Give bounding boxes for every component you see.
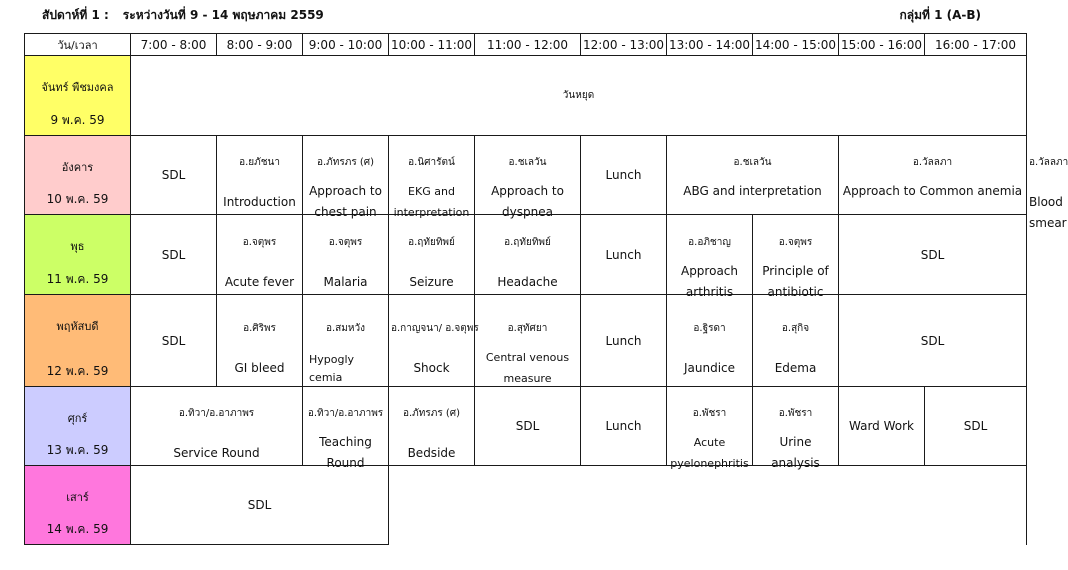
time-header: 12:00 - 13:00 (581, 34, 667, 56)
session-cell (753, 295, 839, 387)
time-header: 16:00 - 17:00 (925, 34, 1027, 56)
session-sdl: SDL (839, 215, 1027, 295)
time-header: 7:00 - 8:00 (131, 34, 217, 56)
day-cell (25, 136, 131, 215)
time-header: 14:00 - 15:00 (753, 34, 839, 56)
instructor: อ.ศิริพร (243, 322, 276, 334)
session-title: Approach to chest pain (309, 184, 382, 219)
instructor: อ.วัลลภา (912, 157, 953, 168)
day-date: 14 พ.ค. 59 (46, 522, 109, 536)
day-row-friday (25, 387, 1027, 466)
time-header: 13:00 - 14:00 (667, 34, 753, 56)
time-header: 15:00 - 16:00 (839, 34, 925, 56)
header-row (25, 34, 1027, 56)
session-title: Introduction (223, 195, 296, 209)
session-sdl: SDL (131, 136, 217, 215)
session-lunch: Lunch (581, 215, 667, 295)
session-cell (475, 136, 581, 219)
session-title: Service Round (173, 446, 260, 460)
session-sdl: SDL (131, 295, 217, 387)
day-date: 9 พ.ค. 59 (50, 113, 105, 127)
session-cell (389, 387, 475, 466)
instructor: อ.ฐิรดา (693, 322, 726, 334)
session-title: Approach arthritis (680, 263, 738, 299)
time-header: 8:00 - 9:00 (217, 34, 303, 56)
instructor: อ.ฤทัยทิพย์ (408, 236, 455, 248)
session-title: Acute pyelonephritis (670, 436, 749, 470)
session-title: Urine analysis (771, 435, 820, 470)
session-cell (303, 215, 389, 295)
day-date: 11 พ.ค. 59 (46, 272, 109, 286)
session-title: Hypogly cemia (309, 352, 355, 384)
instructor: อ.สุทัศยา (507, 322, 548, 334)
session-title: Approach to dyspnea (491, 184, 564, 219)
session-sdl: SDL (131, 466, 389, 545)
session-cell (217, 295, 303, 387)
session-cell (217, 136, 303, 215)
instructor: อ.สมหวัง (326, 322, 365, 334)
instructor: อ.พัชรา (778, 408, 813, 419)
instructor: อ.อภิชาญ (688, 236, 731, 248)
instructor: อ.ภัทรภร (ศ) (402, 408, 461, 419)
session-title: EKG and interpretation (393, 185, 470, 219)
session-sdl: SDL (839, 295, 1027, 387)
session-title: Central venous measure (485, 350, 570, 385)
session-title: Edema (774, 360, 817, 375)
session-title: Jaundice (683, 360, 736, 375)
instructor: อ.ชเลวัน (508, 157, 547, 168)
day-cell (25, 56, 131, 136)
session-title: Teaching Round (319, 435, 372, 470)
session-cell (667, 215, 753, 299)
day-cell (25, 295, 131, 387)
session-cell (839, 136, 1027, 215)
schedule-table (24, 33, 1068, 545)
session-cell (753, 387, 839, 470)
session-cell (303, 136, 389, 219)
instructor: อ.ยภัชนา (239, 157, 280, 168)
session-title: Seizure (409, 274, 454, 289)
day-row-saturday (25, 466, 1027, 545)
day-name: พฤหัสบดี (56, 320, 99, 333)
day-row-thursday (25, 295, 1027, 387)
schedule-heading (42, 6, 324, 25)
instructor: อ.จตุพร (242, 236, 277, 248)
day-date: 10 พ.ค. 59 (46, 192, 109, 206)
instructor: อ.ชเลวัน (733, 157, 772, 168)
session-ward-work: Ward Work (839, 387, 925, 466)
time-header: 11:00 - 12:00 (475, 34, 581, 56)
session-lunch: Lunch (581, 136, 667, 215)
session-title: Principle of antibiotic (762, 263, 829, 299)
session-title: Approach to Common anemia (842, 184, 1023, 198)
day-row-tuesday: อังคาร 10 พ.ค. 59 SDL Introduction อ.ยภัชนา Approach to chest pain อ.ภัทรภร (ศ) EKG and interpretation อ.นิศารัตน์ Approach to dyspnea อ.ชเลวัน Lunch ABG and interpretation อ.ชเลวัน Approach to Common anemia อ.วัลลภา Blood smear อ.วัลลภา (25, 136, 1027, 215)
session-cell (303, 387, 389, 470)
corner-header: วัน/เวลา (25, 34, 131, 56)
session-lunch: Lunch (581, 387, 667, 466)
session-title: Headache (497, 274, 558, 289)
session-cell (389, 136, 475, 219)
session-sdl: SDL (925, 387, 1027, 466)
session-title: Malaria (323, 274, 368, 289)
session-sdl: SDL (475, 387, 581, 466)
day-name: ศุกร์ (67, 412, 88, 425)
session-cell (667, 295, 753, 387)
instructor: อ.ทิวา/อ.อาภาพร (307, 408, 384, 419)
date-range: ระหว่างวันที่ 9 - 14 พฤษภาคม 2559 (122, 8, 324, 22)
session-cell (389, 295, 479, 387)
instructor: อ.ภัทรภร (ศ) (316, 157, 375, 168)
session-cell (475, 215, 581, 295)
instructor: อ.ทิวา/อ.อาภาพร (178, 408, 255, 419)
day-row-wednesday (25, 215, 1027, 295)
session-cell (389, 215, 475, 295)
session-cell (475, 295, 581, 387)
session-title: Shock (413, 360, 450, 375)
day-name: พุธ (70, 240, 85, 253)
instructor: อ.สุกิจ (781, 322, 810, 334)
time-header: 10:00 - 11:00 (389, 34, 475, 56)
week-label: สัปดาห์ที่ 1 : (42, 8, 109, 22)
day-name: อังคาร (61, 161, 94, 174)
instructor: อ.กาญจนา/ อ.จตุพร (391, 322, 479, 334)
day-cell (25, 466, 131, 545)
day-date: 12 พ.ค. 59 (46, 364, 109, 378)
day-cell (25, 215, 131, 295)
session-title: Bedside (407, 446, 456, 460)
time-header: 9:00 - 10:00 (303, 34, 389, 56)
instructor: อ.พัชรา (692, 408, 727, 419)
instructor: อ.จตุพร (328, 236, 363, 248)
session-cell (667, 387, 753, 470)
instructor: อ.นิศารัตน์ (408, 157, 455, 168)
day-date: 13 พ.ค. 59 (46, 443, 109, 457)
session-title: Acute fever (224, 274, 295, 289)
session-cell (753, 215, 839, 299)
session-cell (303, 295, 389, 387)
session-title: ABG and interpretation (683, 184, 822, 198)
session-sdl: SDL (131, 215, 217, 295)
day-name: จันทร์ พืชมงคล (41, 81, 114, 94)
session-title: GI bleed (234, 360, 285, 375)
day-name: เสาร์ (66, 491, 89, 504)
group-label: กลุ่มที่ 1 (A-B) (899, 8, 981, 22)
session-cell (131, 387, 303, 466)
instructor: อ.ฤทัยทิพย์ (504, 236, 551, 248)
day-cell (25, 387, 131, 466)
instructor: อ.จตุพร (778, 236, 813, 248)
session-lunch: Lunch (581, 295, 667, 387)
holiday-cell: วันหยุด (131, 56, 1027, 136)
empty-area (389, 466, 1027, 545)
session-cell (667, 136, 839, 215)
day-row-monday (25, 56, 1027, 136)
session-cell (217, 215, 303, 295)
